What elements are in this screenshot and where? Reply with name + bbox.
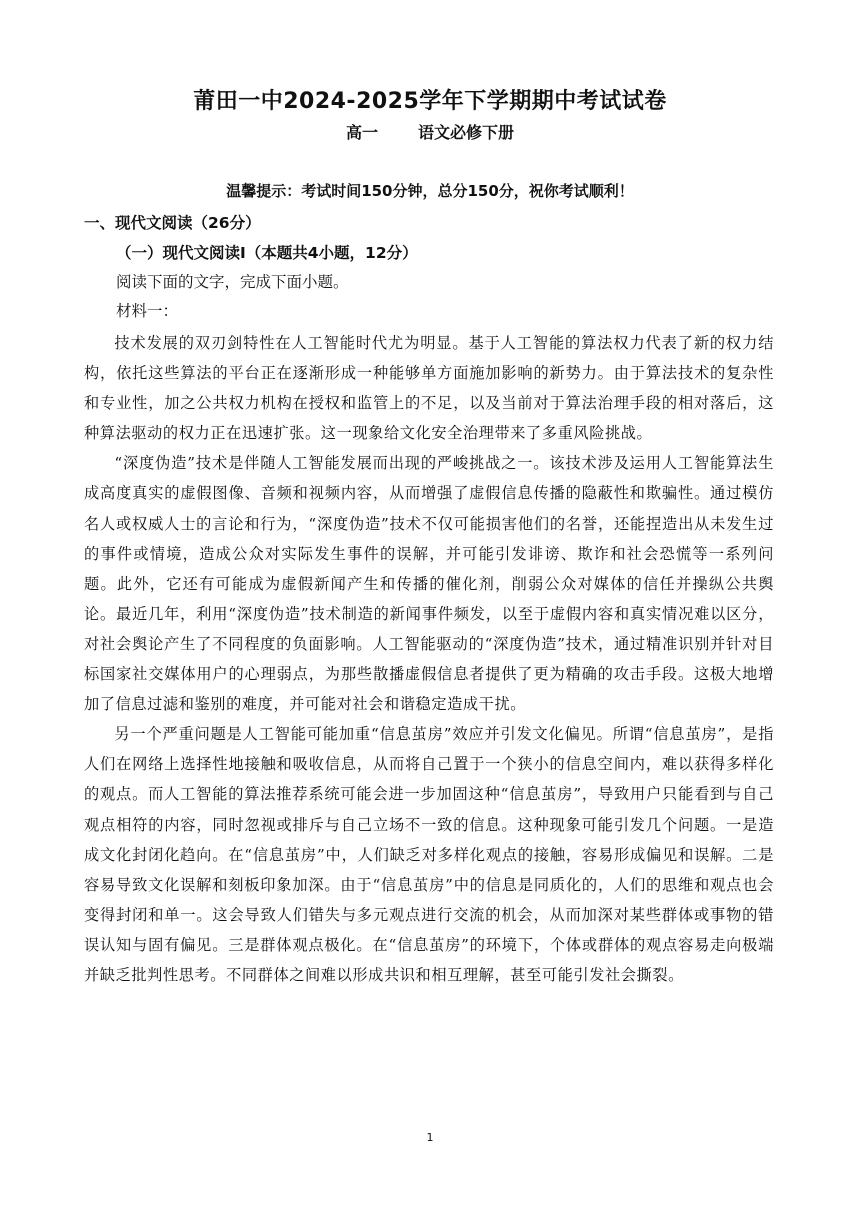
passage-paragraph: 技术发展的双刃剑特性在人工智能时代尤为明显。基于人工智能的算法权力代表了新的权力结构，依托这些算法的平台正在逐渐形成一种能够单方面施加影响的新势力。由于算法技术的复杂性和专业性，加之公共权力机构在授权和监管上的不足，以及当前对于算法治理手段的相对落后，这种算法驱动的权力正在迅速扩张。这一现象给文化安全治理带来了多重风险挑战。 bbox=[84, 334, 774, 443]
reading-instruction: 阅读下面的文字，完成下面小题。 bbox=[116, 273, 349, 291]
exam-title: 莆田一中2024-2025学年下学期期中考试试卷 bbox=[193, 89, 667, 114]
grade-label: 高一 bbox=[345, 123, 378, 142]
exam-tip: 温馨提示：考试时间150分钟，总分150分，祝你考试顺利！ bbox=[226, 182, 634, 200]
exam-subtitle bbox=[0, 120, 860, 143]
subject-label: 语文必修下册 bbox=[418, 123, 515, 142]
passage-paragraph: 另一个严重问题是人工智能可能加重“信息茧房”效应并引发文化偏见。所谓“信息茧房”，是指人们在网络上选择性地接触和吸收信息，从而将自己置于一个狭小的信息空间内，难以获得多样化的观点。而人工智能的算法推荐系统可能会进一步加固这种“信息茧房”，导致用户只能看到与自己观点相符的内容，同时忽视或排斥与自己立场不一致的信息。这种现象可能引发几个问题。一是造成文化封闭化趋向。在“信息茧房”中，人们缺乏对多样化观点的接触，容易形成偏见和误解。二是容易导致文化误解和刻板印象加深。由于“信息茧房”中的信息是同质化的，人们的思维和观点也会变得封闭和单一。这会导致人们错失与多元观点进行交流的机会，从而加深对某些群体或事物的错误认知与固有偏见。三是群体观点极化。在“信息茧房”的环境下，个体或群体的观点容易走向极端并缺乏批判性思考。不同群体之间难以形成共识和相互理解，甚至可能引发社会撕裂。 bbox=[84, 725, 774, 984]
passage-paragraph: “深度伪造”技术是伴随人工智能发展而出现的严峻挑战之一。该技术涉及运用人工智能算法生成高度真实的虚假图像、音频和视频内容，从而增强了虚假信息传播的隐蔽性和欺骗性。通过模仿名人或权威人士的言论和行为，“深度伪造”技术不仅可能损害他们的名誉，还能捏造出从未发生过的事件或情境，造成公众对实际发生事件的误解，并可能引发诽谤、欺诈和社会恐慌等一系列问题。此外，它还有可能成为虚假新闻产生和传播的催化剂，削弱公众对媒体的信任并操纵公共舆论。最近几年，利用“深度伪造”技术制造的新闻事件频发，以至于虚假内容和真实情况难以区分，对社会舆论产生了不同程度的负面影响。人工智能驱动的“深度伪造”技术，通过精准识别并针对目标国家社交媒体用户的心理弱点，为那些散播虚假信息者提供了更为精确的攻击手段。这极大地增加了信息过滤和鉴别的难度，并可能对社会和谐稳定造成干扰。 bbox=[84, 454, 774, 714]
section-heading: 一、现代文阅读（26分） bbox=[84, 214, 261, 232]
passage-body bbox=[84, 328, 774, 990]
subsection-heading: （一）现代文阅读Ⅰ（本题共4小题，12分） bbox=[116, 244, 418, 262]
page-number: 1 bbox=[426, 1131, 434, 1144]
material-label: 材料一： bbox=[116, 302, 179, 320]
